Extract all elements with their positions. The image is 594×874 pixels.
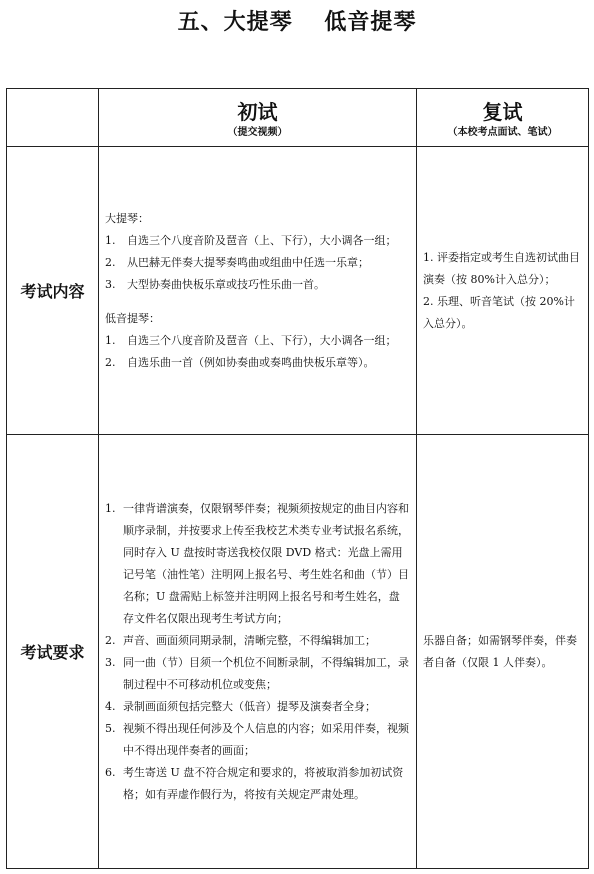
first-round-subtitle: （提交视频） [227, 126, 288, 138]
item-number: 6. [105, 765, 116, 779]
item-text: 自选乐曲一首（例如协奏曲或奏鸣曲快板乐章等）。 [127, 355, 375, 369]
second-round-title: 复试 [482, 99, 523, 124]
second-round-item: 2. 乐理、听音笔试（按 20%计入总分）。 [423, 294, 575, 330]
row-label-requirements: 考试要求 [7, 435, 99, 869]
item-text: 同一曲（节）目须一个机位不间断录制，不得编辑加工，录制过程中不可移动机位或变焦； [123, 655, 409, 691]
list-item [105, 762, 410, 806]
section-title-cello: 大提琴： [105, 211, 149, 225]
content-first-cell [99, 147, 417, 435]
table-row-content [7, 147, 589, 435]
item-number: 1. [105, 233, 116, 247]
item-number: 3. [105, 655, 116, 669]
item-number: 5. [105, 721, 116, 735]
table-row-requirements [7, 435, 589, 869]
section-title-double-bass: 低音提琴： [105, 311, 160, 325]
list-item [105, 652, 410, 696]
page-title: 五、大提琴 低音提琴 [177, 9, 417, 35]
header-empty-cell [7, 89, 99, 147]
second-round-item: 1. 评委指定或考生自选初试曲目演奏（按 80%计入总分）； [423, 250, 580, 286]
list-item [105, 274, 410, 296]
item-text: 从巴赫无伴奏大提琴奏鸣曲或组曲中任选一乐章； [127, 255, 369, 269]
item-text: 视频不得出现任何涉及个人信息的内容；如采用伴奏，视频中不得出现伴奏者的画面； [123, 721, 409, 757]
second-round-item: 乐器自备；如需钢琴伴奏，伴奏者自备（仅限 1 人伴奏）。 [423, 633, 577, 669]
header-second-round [417, 89, 589, 147]
table-header-row [7, 89, 589, 147]
item-text: 大型协奏曲快板乐章或技巧性乐曲一首。 [127, 277, 325, 291]
item-text: 一律背谱演奏，仅限钢琴伴奏；视频须按规定的曲目内容和顺序录制，并按要求上传至我校艺术类专业考试报名系统，同时存入 U 盘按时寄送我校仅限 DVD 格式：光盘上需用记号笔（油性笔）注明网上报名号、考生姓名和曲（节）目名称；U 盘需贴上标签并注明网上报名号和考生姓名，盘存文件名仅限出现考生考试方向； [123, 501, 409, 625]
item-text: 声音、画面须同期录制，清晰完整，不得编辑加工； [123, 633, 376, 647]
list-item [105, 230, 410, 252]
header-first-round [99, 89, 417, 147]
list-item [105, 498, 410, 630]
item-number: 1. [105, 333, 116, 347]
item-number: 3. [105, 277, 116, 291]
item-number: 4. [105, 699, 116, 713]
second-round-subtitle: （本校考点面试、笔试） [447, 126, 558, 138]
requirements-second-cell [417, 435, 589, 869]
row-label-content: 考试内容 [7, 147, 99, 435]
item-number: 2. [105, 633, 116, 647]
requirements-first-cell [99, 435, 417, 869]
item-text: 录制画面须包括完整大（低音）提琴及演奏者全身； [123, 699, 376, 713]
item-number: 1. [105, 501, 116, 515]
exam-table [6, 88, 589, 869]
first-round-title: 初试 [237, 99, 278, 124]
list-item [105, 352, 410, 374]
item-text: 考生寄送 U 盘不符合规定和要求的，将被取消参加初试资格；如有弄虚作假行为，将按有关规定严肃处理。 [123, 765, 404, 801]
content-second-cell [417, 147, 589, 435]
item-number: 2. [105, 355, 116, 369]
item-text: 自选三个八度音阶及琶音（上、下行），大小调各一组； [127, 333, 397, 347]
list-item [105, 696, 410, 718]
item-text: 自选三个八度音阶及琶音（上、下行），大小调各一组； [127, 233, 397, 247]
item-number: 2. [105, 255, 116, 269]
list-item [105, 330, 410, 352]
list-item [105, 252, 410, 274]
list-item [105, 718, 410, 762]
list-item [105, 630, 410, 652]
